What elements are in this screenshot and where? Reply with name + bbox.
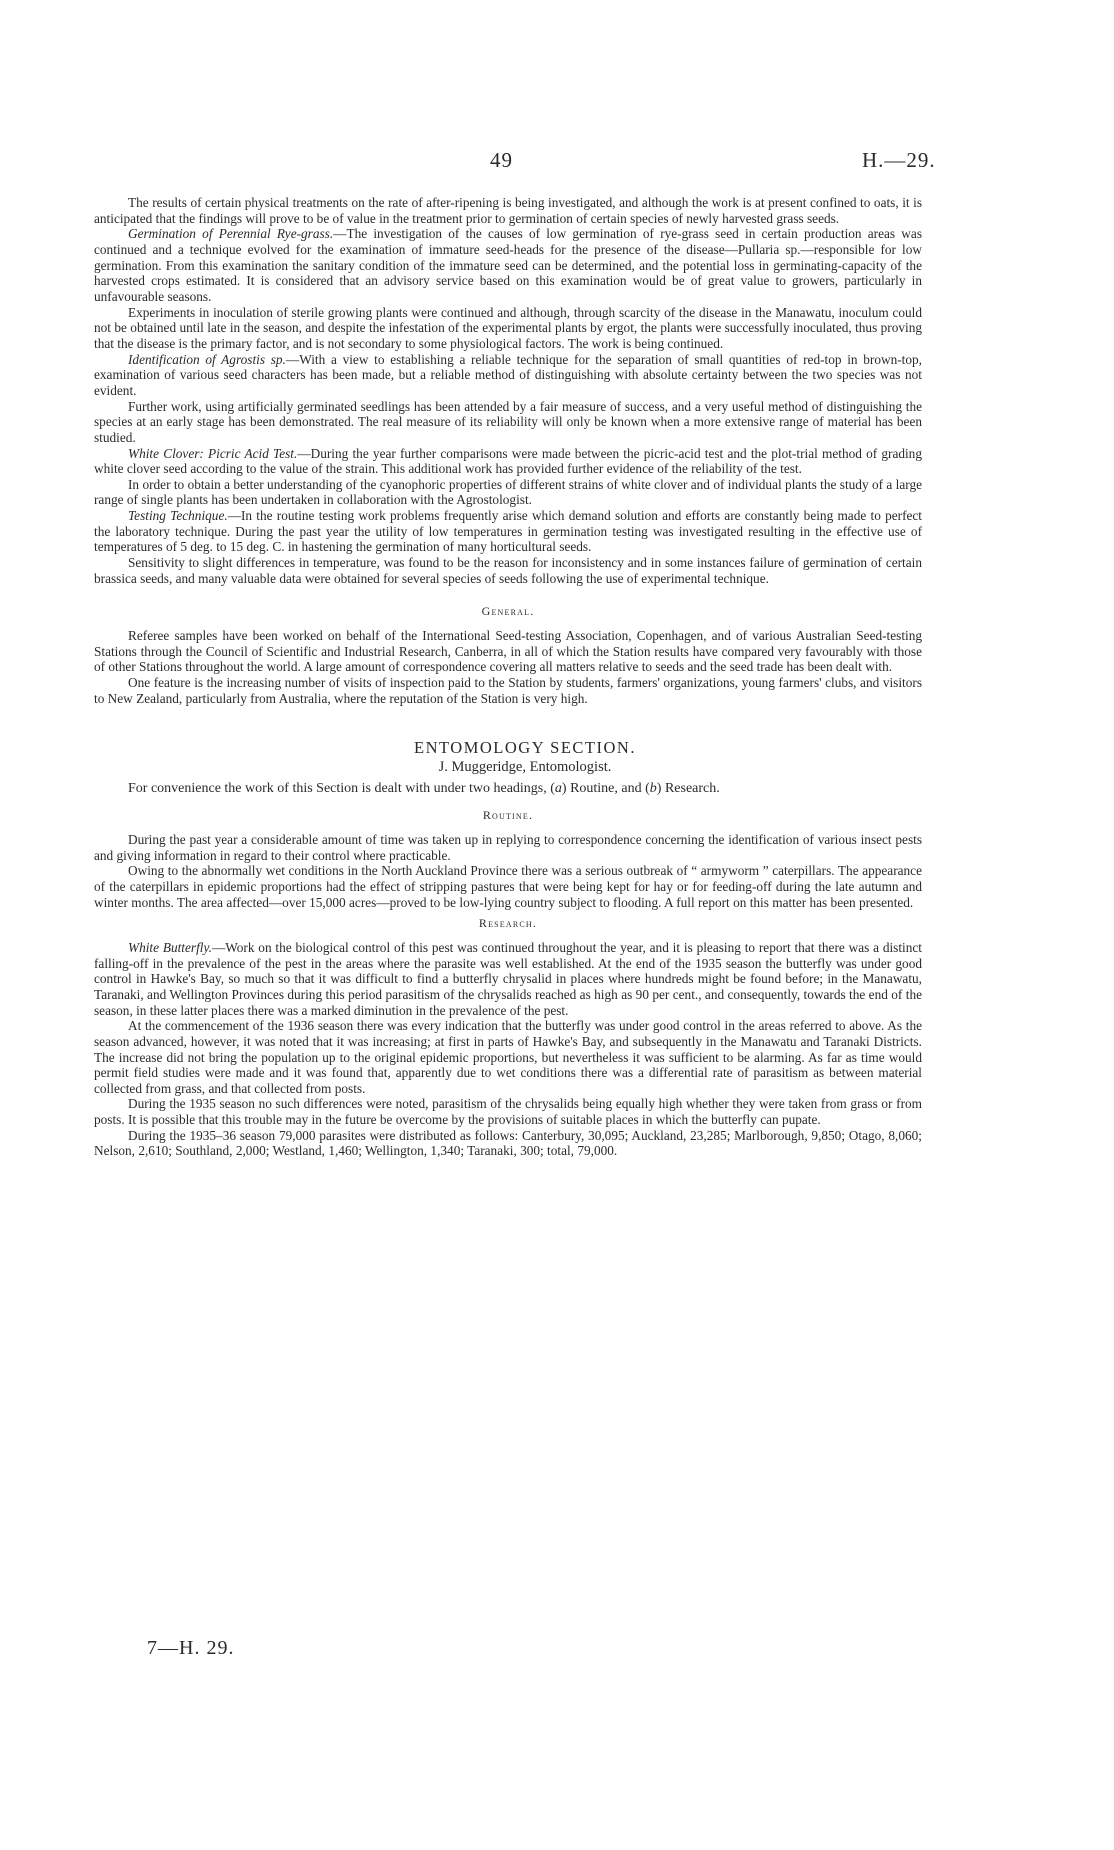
paragraph-cyanophoric: In order to obtain a better understanding of the cyanophoric properties of different strains of white clover and of individual plants the study of a large range of single plants has been undertaken in collaboration with the Agrostologist. xyxy=(94,476,922,508)
paragraph-inoculation: Experiments in inoculation of sterile growing plants were continued and although, through scarcity of the disease in the Manawatu, inoculum could not be obtained until late in the season, and despite the infestation of the experimental plants by ergot, the plants were successfully inoculated, thus proving that the disease is the primary factor, and is not secondary to some physiological factors. The work is being continued. xyxy=(94,304,922,351)
paragraph-sensitivity: Sensitivity to slight differences in temperature, was found to be the reason for inconsistency and in some instances failure of germination of certain brassica seeds, and many valuable data were obtained for several species of seeds following the use of experimental technique. xyxy=(94,555,922,586)
subheading-testing-technique: Testing Technique. xyxy=(128,508,228,524)
document-body xyxy=(94,195,922,1159)
paragraph-text: —Work on the biological control of this pest was continued throughout the year, and it is pleasing to report that there was a distinct falling-off in the prevalence of the pest in the areas where the parasite was well established. At the end of the 1935 season the butterfly was under good control in Hawke's Bay, so much so that it was difficult to find a butterfly chrysalid in places where hundreds might be found before; in the Manawatu, Taranaki, and Wellington Provinces during this period parasitism of the chrysalids reached as high as 90 per cent., and consequently, towards the end of the season, in these latter places there was a marked diminution in the prevalence of the pest. xyxy=(94,939,922,1018)
paragraph-1936-season: At the commencement of the 1936 season there was every indication that the butterfly was under good control in the areas referred to above. As the season advanced, however, it was noted that it was increasing; at first in parts of Hawke's Bay, and subsequently in the Manawatu and Taranaki Districts. The increase did not bring the population up to the original epidemic proportions, but nevertheless it was sufficient to be alarming. As far as time would permit field studies were made and it was found that, apparently due to wet conditions there was a differential rate of parasitism as between material collected from grass, and that collected from posts. xyxy=(94,1018,922,1096)
subheading-rye-grass: Germination of Perennial Rye-grass. xyxy=(128,226,334,242)
paragraph-referee-samples: Referee samples have been worked on behalf of the International Seed-testing Association, Copenhagen, and of various Australian Seed-testing Stations through the Council of Scientific and Industrial Research, Canberra, in all of which the Station results have compared very favourably with those of other Stations throughout the world. A large amount of correspondence covering all matters relative to seeds and the seed trade has been dealt with. xyxy=(94,628,922,675)
paragraph-intro: For convenience the work of this Section is dealt with under two headings, (a) Routine, and (b) Research. xyxy=(128,780,720,796)
paragraph-armyworm: Owing to the abnormally wet conditions in the North Auckland Province there was a serious outbreak of “ armyworm ” caterpillars. The appearance of the caterpillars in epidemic proportions had the effect of stripping pastures that were being kept for hay or for feeding-off during the late autumn and winter months. The area affected—over 15,000 acres—proved to be low-lying country subject to flooding. A full report on this matter has been presented. xyxy=(94,863,922,910)
paragraph-text: —With a view to establishing a reliable technique for the separation of small quantities of red-top in brown-top, examination of various seed characters has been made, but a reliable method of distinguishing with absolute certainty between the two species was not evident. xyxy=(94,351,923,398)
paragraph-testing-technique xyxy=(94,508,922,555)
paragraph-visits: One feature is the increasing number of visits of inspection paid to the Station by students, farmers' organizations, young farmers' clubs, and visitors to New Zealand, particularly from Australia, where the reputation of the Station is very high. xyxy=(94,675,922,706)
paragraph-white-clover xyxy=(94,446,922,477)
section-author: J. Muggeridge, Entomologist. xyxy=(438,759,612,775)
paragraph-1935-season: During the 1935 season no such differences were noted, parasitism of the chrysalids being equally high whether they were taken from grass or from posts. It is possible that this trouble may in the future be overcome by the provisions of suitable places in which the butterfly can pupate. xyxy=(94,1096,922,1128)
heading-routine: Routine. xyxy=(482,808,534,823)
subheading-white-butterfly: White Butterfly. xyxy=(128,939,212,955)
subheading-agrostis: Identification of Agrostis sp. xyxy=(128,351,286,367)
footer-signature: 7—H. 29. xyxy=(147,1637,235,1659)
paragraph-parasite-distribution: During the 1935–36 season 79,000 parasites were distributed as follows: Canterbury, 30,095; Auckland, 23,285; Marlborough, 9,850; Otago, 8,060; Nelson, 2,610; Southland, 2,000; Westland, 1,460; Wellington, 1,340; Taranaki, 300; total, 79,000. xyxy=(94,1127,922,1159)
paragraph-correspondence: During the past year a considerable amount of time was taken up in replying to correspondence concerning the identification of various insect pests and giving information in regard to their control where practicable. xyxy=(94,831,922,863)
paragraph-text: —The investigation of the causes of low germination of rye-grass seed in certain production areas was continued and a technique evolved for the examination of immature seed-heads for the presence of the disease—Pullaria sp.—responsible for low germination. From this examination the sanitary condition of the immature seed can be determined, and the potential loss in germinating-capacity of the harvested crops estimated. It is considered that an advisory service based on this examination would be of great value to growers, particularly in unfavourable seasons. xyxy=(94,226,922,304)
paragraph-after-ripening: The results of certain physical treatments on the rate of after-ripening is being investigated, and although the work is at present confined to oats, it is anticipated that the findings will prove to be of value in the treatment prior to germination of certain species of newly harvested grass seeds. xyxy=(94,195,922,226)
paragraph-white-butterfly xyxy=(94,940,922,1018)
paragraph-rye-grass xyxy=(94,226,922,304)
paragraph-agrostis xyxy=(94,352,922,399)
subheading-white-clover: White Clover: Picric Acid Test. xyxy=(128,445,298,461)
page-header xyxy=(0,148,1114,178)
paragraph-seedlings: Further work, using artificially germinated seedlings has been attended by a fair measure of success, and a very useful method of distinguishing the species at an early stage has been demonstrated. The real measure of its reliability will only be known when a more extensive range of material has been studied. xyxy=(94,398,922,445)
paragraph-text: —In the routine testing work problems frequently arise which demand solution and efforts are constantly being made to perfect the laboratory technique. During the past year the utility of low temperatures in germination testing was investigated resulting in the effective use of temperatures of 5 deg. to 15 deg. C. in hastening the germination of many horticultural seeds. xyxy=(94,508,922,555)
report-code: H.—29. xyxy=(862,148,936,172)
page-number: 49 xyxy=(490,148,513,172)
paragraph-text: —During the year further comparisons were made between the picric-acid test and the plot-trial method of grading white clover seed according to the value of the strain. This additional work has provided further evidence of the reliability of the test. xyxy=(94,445,922,477)
heading-research: Research. xyxy=(478,916,538,931)
heading-general: General. xyxy=(481,604,535,619)
section-title-entomology: ENTOMOLOGY SECTION. xyxy=(414,738,636,758)
